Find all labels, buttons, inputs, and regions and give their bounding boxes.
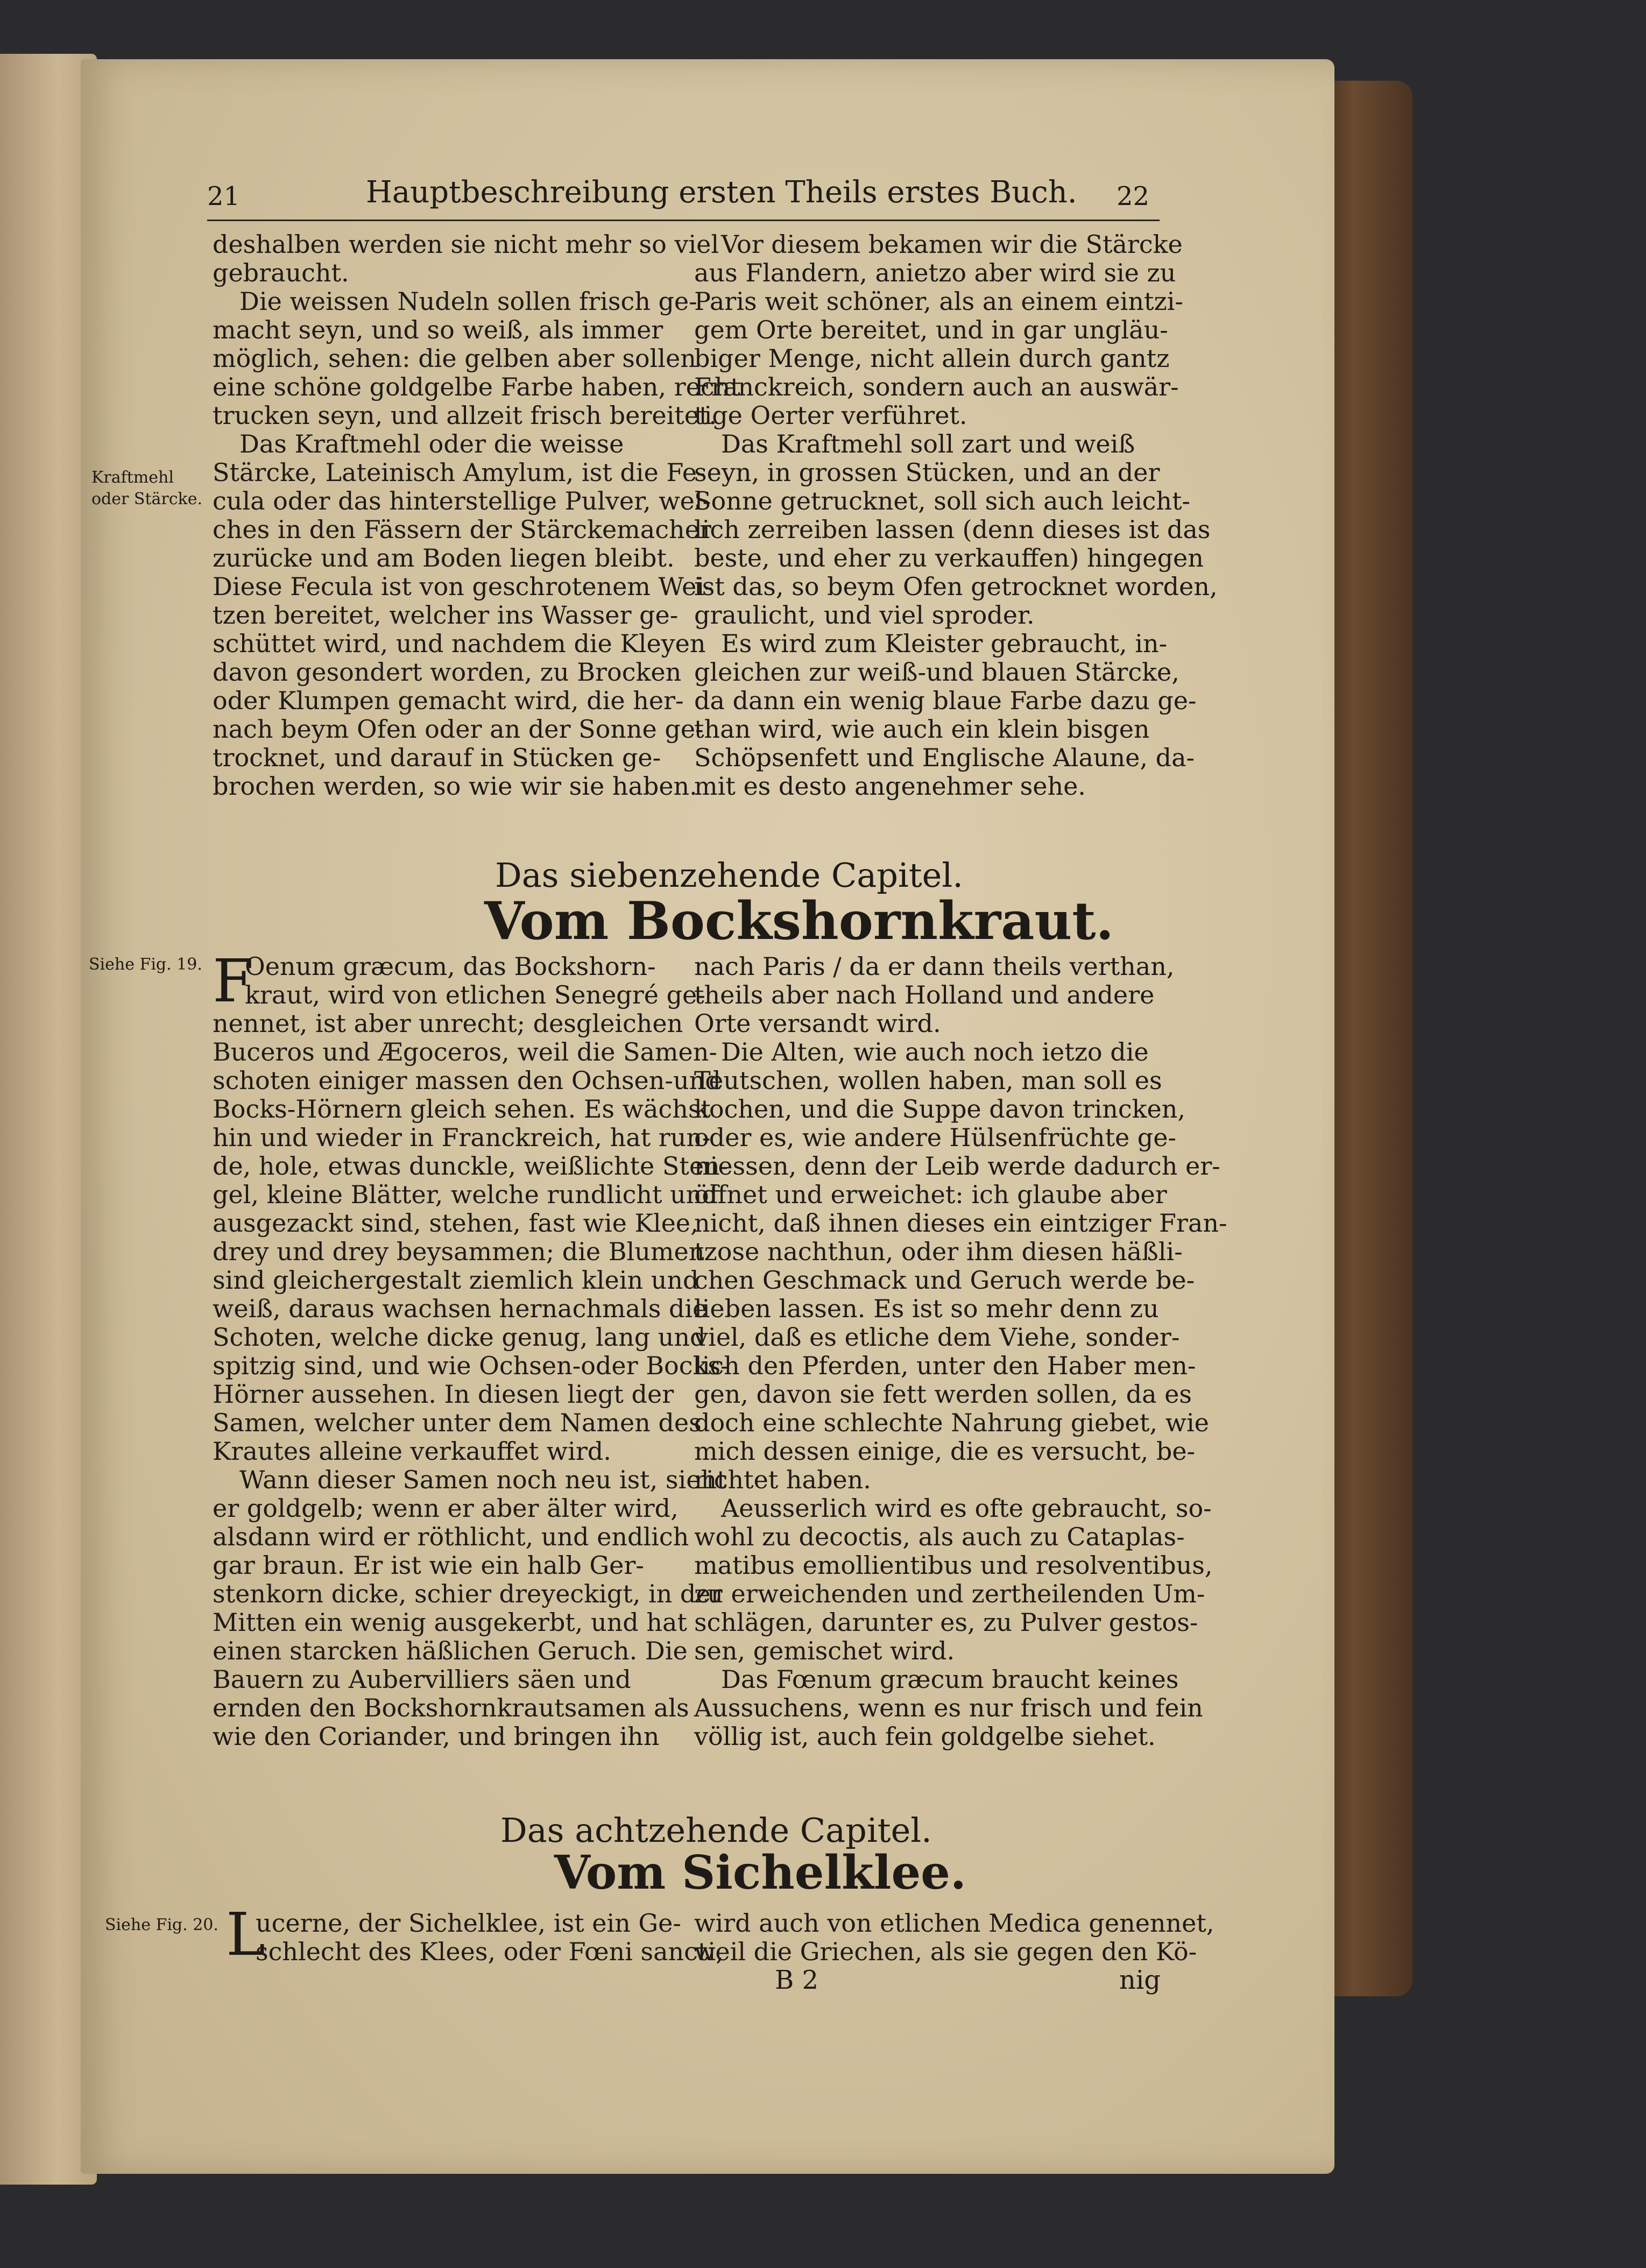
text-line: Sonne getrucknet, soll sich auch leicht-	[694, 486, 1191, 515]
text-line: Das Fœnum græcum braucht keines	[721, 1665, 1179, 1694]
chapter18-right-column	[694, 1909, 1214, 1966]
text-line: er goldgelb; wenn er aber älter wird,	[213, 1494, 679, 1523]
text-line: schlecht des Klees, oder Fœni sancti,	[256, 1937, 724, 1966]
text-line: möglich, sehen: die gelben aber sollen	[213, 344, 696, 373]
text-line: Wann dieser Samen noch neu ist, sieht	[239, 1465, 727, 1494]
text-line: than wird, wie auch ein klein bisgen	[694, 715, 1150, 744]
text-line: schlägen, darunter es, zu Pulver gestos-	[694, 1608, 1198, 1637]
text-line: gleichen zur weiß-und blauen Stärcke,	[694, 658, 1179, 687]
text-line: lieben lassen. Es ist so mehr denn zu	[694, 1294, 1159, 1323]
text-line: ausgezackt sind, stehen, fast wie Klee,	[213, 1209, 698, 1238]
text-line: trocknet, und darauf in Stücken ge-	[213, 743, 661, 772]
chapter17-left-column	[213, 946, 729, 1751]
text-line: mich dessen einige, die es versucht, be-	[694, 1437, 1196, 1466]
text-line: doch eine schlechte Nahrung giebet, wie	[694, 1408, 1209, 1437]
text-line: Vor diesem bekamen wir die Stärcke	[721, 230, 1183, 259]
margin-note-staercke: oder Stärcke.	[91, 490, 203, 508]
text-line: schoten einiger massen den Ochsen-und	[213, 1066, 721, 1095]
text-line: biger Menge, nicht allein durch gantz	[694, 344, 1170, 373]
text-line: eine schöne goldgelbe Farbe haben, recht	[213, 372, 740, 401]
right-page-number: 22	[1117, 181, 1150, 211]
text-line: oder es, wie andere Hülsenfrüchte ge-	[694, 1123, 1177, 1152]
text-line: Oenum græcum, das Bockshorn-	[245, 952, 656, 981]
text-line: gar braun. Er ist wie ein halb Ger-	[213, 1551, 644, 1580]
text-line: ist das, so beym Ofen getrocknet worden,	[694, 572, 1218, 601]
text-line: ches in den Fässern der Stärckemacher	[213, 515, 711, 544]
chapter18-title: Vom Sichelklee.	[554, 1846, 966, 1900]
running-title: Hauptbeschreibung ersten Theils erstes Buch.	[366, 175, 1077, 210]
text-line: Krautes alleine verkauffet wird.	[213, 1437, 611, 1466]
text-line: Das Kraftmehl soll zart und weiß	[721, 429, 1135, 458]
text-line: da dann ein wenig blaue Farbe dazu ge-	[694, 686, 1197, 715]
text-line: Es wird zum Kleister gebraucht, in-	[721, 629, 1168, 658]
section1-left-column	[213, 230, 740, 801]
text-line: cula oder das hinterstellige Pulver, wel-	[213, 486, 711, 515]
text-line: einen starcken häßlichen Geruch. Die	[213, 1636, 688, 1665]
text-line: alsdann wird er röthlicht, und endlich	[213, 1522, 689, 1551]
text-line: Franckreich, sondern auch an auswär-	[694, 372, 1179, 401]
text-line: Mitten ein wenig ausgekerbt, und hat	[213, 1608, 687, 1637]
text-line: macht seyn, und so weiß, als immer	[213, 315, 663, 344]
dropcap-f: F	[213, 946, 254, 1015]
text-line: wie den Coriander, und bringen ihn	[213, 1722, 660, 1751]
text-line: spitzig sind, und wie Ochsen-oder Bocks-	[213, 1351, 729, 1380]
header-rule	[207, 220, 1160, 221]
text-line: niessen, denn der Leib werde dadurch er-	[694, 1151, 1220, 1181]
text-line: weil die Griechen, als sie gegen den Kö-	[694, 1937, 1197, 1966]
text-line: Orte versandt wird.	[694, 1009, 941, 1038]
text-line: davon gesondert worden, zu Brocken	[213, 658, 682, 687]
text-line: gen, davon sie fett werden sollen, da es	[694, 1380, 1192, 1409]
text-line: öffnet und erweichet: ich glaube aber	[694, 1180, 1167, 1209]
text-line: richtet haben.	[694, 1465, 871, 1494]
text-line: ucerne, der Sichelklee, ist ein Ge-	[256, 1909, 681, 1938]
text-line: stenkorn dicke, schier dreyeckigt, in der	[213, 1579, 723, 1608]
text-line: nennet, ist aber unrecht; desgleichen	[213, 1009, 683, 1038]
signature-mark: B 2	[775, 1965, 819, 1995]
text-line: de, hole, etwas dunckle, weißlichte Sten-	[213, 1151, 729, 1181]
text-line: aus Flandern, anietzo aber wird sie zu	[694, 258, 1176, 287]
text-line: viel, daß es etliche dem Viehe, sonder-	[694, 1323, 1180, 1352]
text-line: brochen werden, so wie wir sie haben.	[213, 772, 697, 801]
text-line: Schöpsenfett und Englische Alaune, da-	[694, 743, 1195, 772]
text-line: lich den Pferden, unter den Haber men-	[694, 1351, 1196, 1380]
chapter18-label: Das achtzehende Capitel.	[500, 1811, 932, 1850]
text-line: Die weissen Nudeln sollen frisch ge-	[239, 287, 697, 316]
text-line: sind gleichergestalt ziemlich klein und	[213, 1266, 699, 1295]
text-line: seyn, in grossen Stücken, und an der	[694, 458, 1160, 487]
text-line: gem Orte bereitet, und in gar ungläu-	[694, 315, 1168, 344]
chapter17-title: Vom Bockshornkraut.	[484, 891, 1114, 951]
text-line: deshalben werden sie nicht mehr so viel	[213, 230, 719, 259]
margin-note-kraftmehl: Kraftmehl	[91, 468, 174, 487]
text-line: tzen bereitet, welcher ins Wasser ge-	[213, 600, 679, 630]
text-line: chen Geschmack und Geruch werde be-	[694, 1266, 1195, 1295]
text-line: Bauern zu Aubervilliers säen und	[213, 1665, 631, 1694]
text-line: theils aber nach Holland und andere	[694, 980, 1155, 1009]
chapter17-right-column	[694, 952, 1227, 1751]
text-line: tige Oerter verführet.	[694, 401, 967, 430]
text-line: wird auch von etlichen Medica genennet,	[694, 1909, 1214, 1938]
text-line: Samen, welcher unter dem Namen des	[213, 1408, 702, 1437]
text-line: zurücke und am Boden liegen bleibt.	[213, 543, 675, 573]
text-line: sen, gemischet wird.	[694, 1636, 955, 1665]
text-line: Paris weit schöner, als an einem eintzi-	[694, 287, 1183, 316]
margin-note-fig20: Siehe Fig. 20.	[105, 1916, 218, 1934]
chapter17-label: Das siebenzehende Capitel.	[495, 856, 963, 895]
text-line: völlig ist, auch fein goldgelbe siehet.	[694, 1722, 1156, 1751]
dropcap-l: L	[226, 1900, 266, 1969]
margin-note-fig19: Siehe Fig. 19.	[89, 955, 202, 974]
text-line: mit es desto angenehmer sehe.	[694, 772, 1086, 801]
text-line: Die Alten, wie auch noch ietzo die	[721, 1037, 1149, 1066]
text-line: graulicht, und viel sproder.	[694, 600, 1035, 630]
text-line: schüttet wird, und nachdem die Kleyen	[213, 629, 706, 658]
text-line: Diese Fecula ist von geschrotenem Wei-	[213, 572, 713, 601]
text-line: hin und wieder in Franckreich, hat run-	[213, 1123, 711, 1152]
text-line: Aeusserlich wird es ofte gebraucht, so-	[721, 1494, 1212, 1523]
text-line: drey und drey beysammen; die Blumen	[213, 1237, 705, 1266]
text-line: Das Kraftmehl oder die weisse	[239, 429, 624, 458]
text-line: Aussuchens, wenn es nur frisch und fein	[694, 1693, 1203, 1722]
text-line: Hörner aussehen. In diesen liegt der	[213, 1380, 674, 1409]
text-line: beste, und eher zu verkauffen) hingegen	[694, 543, 1204, 573]
text-line: matibus emollientibus und resolventibus,	[694, 1551, 1213, 1580]
text-line: kraut, wird von etlichen Senegré ge-	[245, 980, 705, 1009]
text-line: Buceros und Ægoceros, weil die Samen-	[213, 1037, 717, 1066]
chapter18-left-column	[213, 1909, 724, 1966]
text-line: lich zerreiben lassen (denn dieses ist das	[694, 515, 1211, 544]
text-line: Teutschen, wollen haben, man soll es	[694, 1066, 1162, 1095]
text-line: oder Klumpen gemacht wird, die her-	[213, 686, 684, 715]
text-line: gebraucht.	[213, 258, 349, 287]
text-line: kochen, und die Suppe davon trincken,	[694, 1094, 1185, 1124]
text-line: zu erweichenden und zertheilenden Um-	[694, 1579, 1205, 1608]
catchword: nig	[1119, 1965, 1161, 1995]
text-line: tzose nachthun, oder ihm diesen häßli-	[694, 1237, 1183, 1266]
text-line: nach beym Ofen oder an der Sonne ge-	[213, 715, 704, 744]
text-line: nicht, daß ihnen dieses ein eintziger Fran-	[694, 1209, 1227, 1238]
text-line: trucken seyn, und allzeit frisch bereitet.	[213, 401, 717, 430]
text-line: nach Paris / da er dann theils verthan,	[694, 952, 1175, 981]
text-line: Schoten, welche dicke genug, lang und	[213, 1323, 706, 1352]
text-line: gel, kleine Blätter, welche rundlicht und	[213, 1180, 718, 1209]
text-line: ernden den Bockshornkrautsamen als	[213, 1693, 689, 1722]
section1-right-column	[694, 230, 1218, 801]
text-line: weiß, daraus wachsen hernachmals die	[213, 1294, 708, 1323]
text-line: wohl zu decoctis, als auch zu Cataplas-	[694, 1522, 1185, 1551]
text-line: Bocks-Hörnern gleich sehen. Es wächst	[213, 1094, 711, 1124]
text-line: Stärcke, Lateinisch Amylum, ist die Fe-	[213, 458, 705, 487]
left-page-number: 21	[207, 181, 241, 211]
